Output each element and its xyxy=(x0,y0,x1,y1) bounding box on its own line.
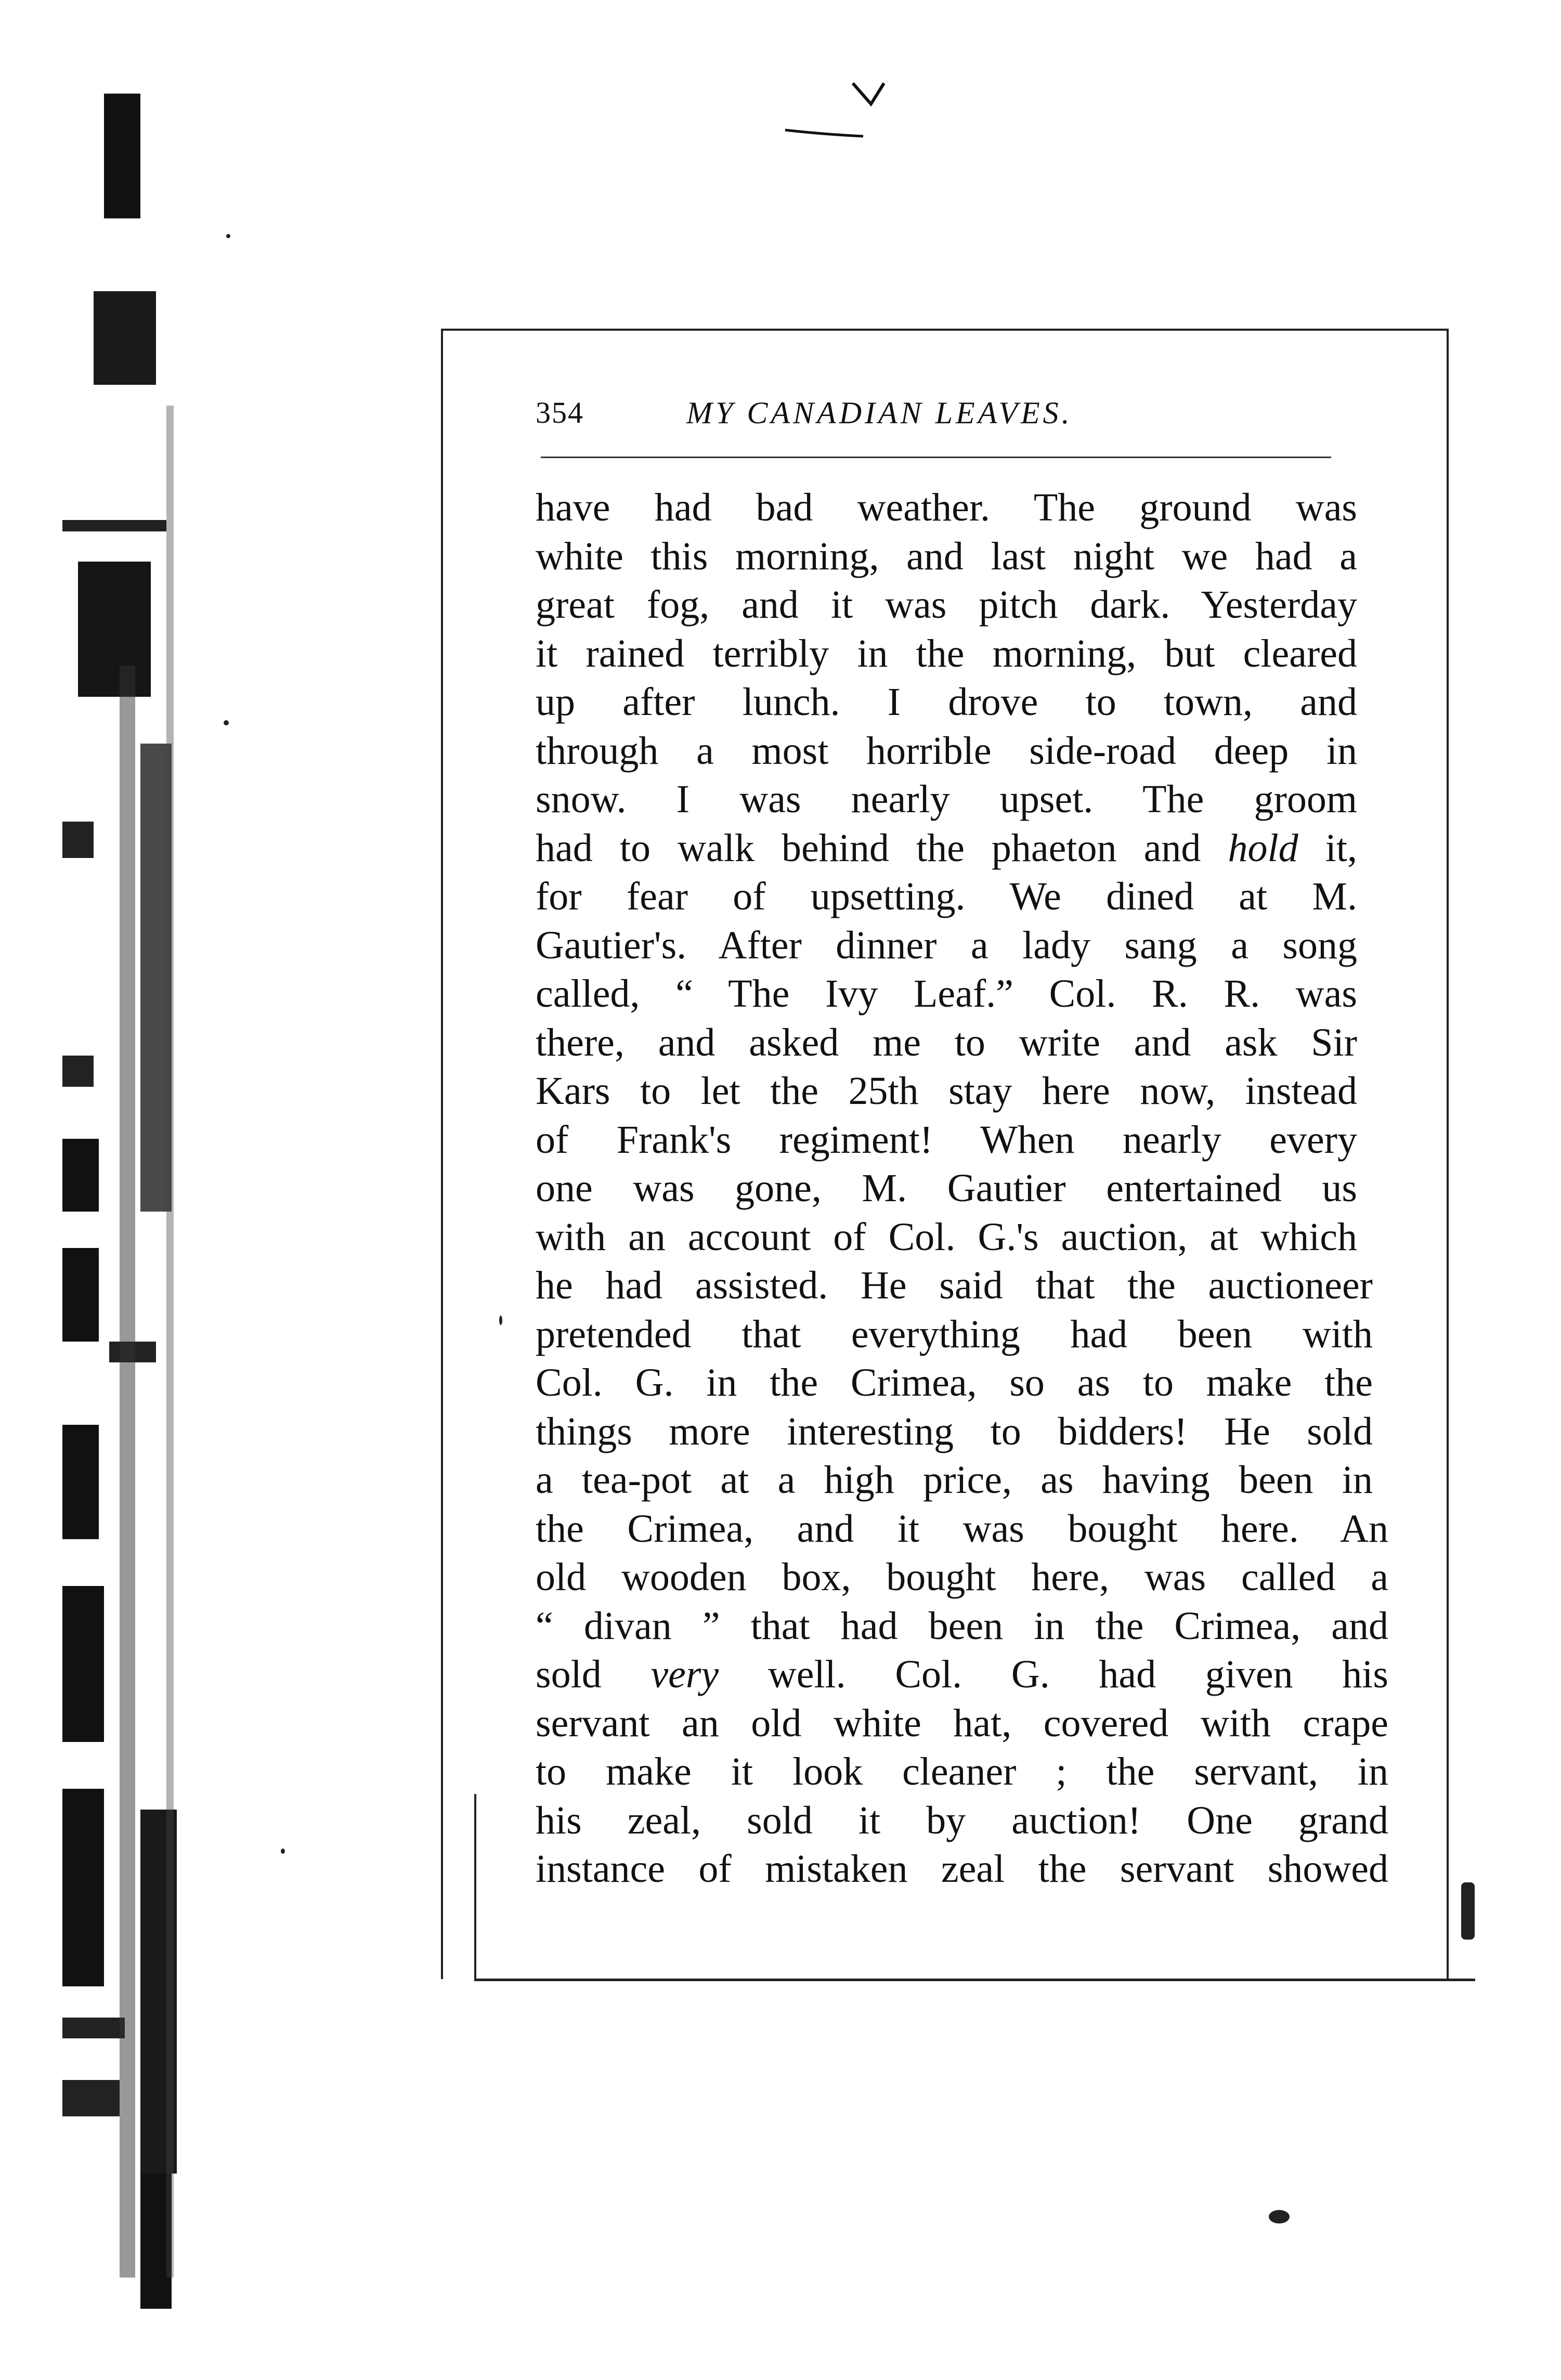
text-line: one was gone, M. Gautier entertained us xyxy=(536,1166,1357,1210)
page-frame-bottom-rule xyxy=(474,1979,1475,1981)
text-line: his zeal, sold it by auction! One grand xyxy=(536,1798,1388,1842)
text-line: the Crimea, and it was bought here. An xyxy=(536,1506,1388,1551)
text-line: snow. I was nearly upset. The groom xyxy=(536,777,1357,821)
text-line: servant an old white hat, covered with crape xyxy=(536,1701,1388,1745)
text-line: called, “ The Ivy Leaf.” Col. R. R. was xyxy=(536,972,1357,1016)
header-rule xyxy=(541,457,1331,458)
text-line: he had assisted. He said that the auctioneer xyxy=(536,1264,1373,1307)
text-line: white this morning, and last night we had a xyxy=(536,534,1357,578)
text-fragment: sold xyxy=(536,1653,651,1696)
scan-speck xyxy=(499,1316,502,1325)
text-line: pretended that everything had been with xyxy=(536,1312,1373,1356)
text-line: up after lunch. I drove to town, and xyxy=(536,680,1357,724)
text-line: old wooden box, bought here, was called a xyxy=(536,1555,1388,1599)
text-line: things more interesting to bidders! He sold xyxy=(536,1409,1373,1453)
text-line: with an account of Col. G.'s auction, at which xyxy=(536,1215,1357,1259)
text-line: Col. G. in the Crimea, so as to make the xyxy=(536,1361,1373,1404)
text-line: Kars to let the 25th stay here now, instead xyxy=(536,1069,1357,1113)
text-line: through a most horrible side-road deep in xyxy=(536,729,1357,773)
handwritten-mark xyxy=(780,73,967,156)
italic-word: very xyxy=(651,1653,719,1696)
text-line: of Frank's regiment! When nearly every xyxy=(536,1117,1357,1162)
text-line-with-italic xyxy=(536,1650,1388,1699)
text-line: to make it look cleaner ; the servant, in xyxy=(536,1750,1388,1793)
scan-binding-edge xyxy=(62,94,234,2356)
scan-speck xyxy=(1269,2210,1290,2223)
text-fragment: had to walk behind the phaeton and xyxy=(536,826,1228,870)
scan-speck xyxy=(224,720,229,725)
text-line: have had bad weather. The ground was xyxy=(536,486,1357,529)
scan-speck xyxy=(281,1849,285,1854)
running-title: MY CANADIAN LEAVES. xyxy=(686,396,1073,430)
text-fragment: well. Col. G. had given his xyxy=(719,1653,1388,1696)
text-line: a tea-pot at a high price, as having been in xyxy=(536,1458,1373,1502)
page-frame-inner-edge xyxy=(474,1794,476,1979)
text-fragment: it, xyxy=(1298,826,1358,870)
handwritten-mark-graphic xyxy=(780,73,967,156)
text-line: “ divan ” that had been in the Crimea, and xyxy=(536,1604,1388,1648)
text-line: instance of mistaken zeal the servant showed xyxy=(536,1847,1388,1891)
scan-speck xyxy=(226,234,230,238)
binding-artifact-graphic xyxy=(62,94,234,2356)
text-line: great fog, and it was pitch dark. Yesterday xyxy=(536,583,1357,627)
text-line: there, and asked me to write and ask Sir xyxy=(536,1020,1357,1064)
text-line: Gautier's. After dinner a lady sang a song xyxy=(536,923,1357,967)
text-line-with-italic xyxy=(536,824,1357,873)
running-header xyxy=(536,385,1336,442)
text-line: it rained terribly in the morning, but cleared xyxy=(536,631,1357,675)
page-number: 354 xyxy=(536,396,584,430)
text-line: for fear of upsetting. We dined at M. xyxy=(536,875,1357,918)
body-text xyxy=(536,484,1388,1894)
italic-word: hold xyxy=(1228,826,1298,870)
scan-speck xyxy=(1461,1882,1475,1940)
